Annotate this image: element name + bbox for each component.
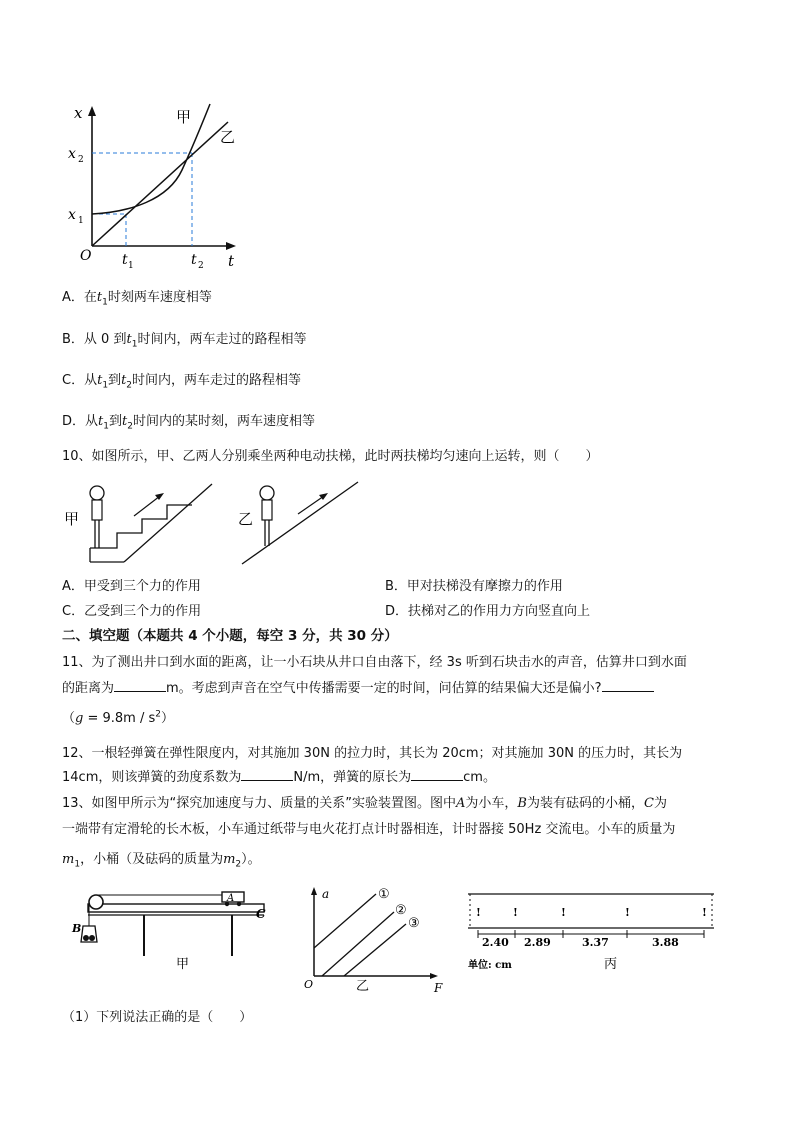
fig-jia-label: 甲 [176, 957, 190, 972]
person-jia-head [90, 486, 104, 500]
q9d-sub1: 1 [103, 421, 109, 432]
person-yi-head [260, 486, 274, 500]
tape-value-4: 3.88 [652, 936, 679, 949]
t2-sub: 2 [198, 261, 204, 271]
weight-1 [83, 935, 89, 941]
tape-value-2: 2.89 [524, 936, 551, 949]
t1-label: t [122, 252, 128, 268]
q12-blank-1[interactable] [241, 768, 293, 781]
person-jia-label: 甲 [64, 510, 80, 528]
q12-line1: 12、一根轻弹簧在弹性限度内，对其施加 30N 的拉力时，其长为 20cm；对其施加 30N 的压力时，其长为 [62, 746, 683, 761]
dot-4: ! [625, 906, 630, 919]
tape-value-1: 2.40 [482, 936, 509, 949]
q13-m2: m [223, 852, 236, 867]
line-2-label: ② [395, 903, 407, 918]
t2-label: t [191, 252, 197, 268]
q9-option-a [62, 286, 212, 308]
q13-line1c: 为装有砝码的小桶， [526, 796, 644, 811]
line-yi-label: 乙 [220, 128, 236, 146]
x2-sub: 2 [78, 155, 84, 165]
axis-t-label: t [228, 252, 235, 270]
origin-label: O [80, 248, 92, 264]
escalator-figure [62, 478, 362, 570]
escalator-jia-steps [90, 505, 192, 548]
t-axis-arrow [226, 242, 236, 250]
section-2-heading: 二、填空题（本题共 4 个小题，每空 3 分，共 30 分） [62, 628, 398, 644]
q12-blank-2[interactable] [411, 768, 463, 781]
q13-line3b: ）。 [241, 852, 261, 867]
line-3 [344, 924, 406, 976]
q13-line1d: 为 [653, 796, 667, 811]
x1-sub: 1 [78, 216, 84, 226]
curve-jia-label: 甲 [176, 108, 192, 126]
x-axis-arrow [88, 106, 96, 116]
q9c-sub1: 1 [102, 380, 109, 391]
q11-line2a: 的距离为 [62, 681, 115, 696]
q10-stem: 10、如图所示，甲、乙两人分别乘坐两种电动扶梯，此时两扶梯均匀速向上运转，则（ ） [62, 449, 599, 464]
dot-1: ! [476, 906, 481, 919]
fig-yi-label: 乙 [356, 979, 370, 994]
q12-line2c: cm。 [463, 770, 496, 785]
person-yi-torso [262, 500, 272, 520]
q13-B: B [517, 796, 527, 811]
apparatus-figure [72, 884, 282, 994]
q9b-t: t [126, 332, 132, 347]
person-jia-torso [92, 500, 102, 520]
q9c-mid: 到 [108, 373, 122, 388]
arrow-yi [298, 496, 324, 514]
q11-g-val: = 9.8m / s [83, 711, 156, 726]
q9d-t1: t [98, 414, 104, 429]
x2-label: x [68, 146, 76, 162]
bucket [81, 926, 97, 942]
a-axis-arrow [311, 887, 317, 895]
fig-bing-label: 丙 [604, 957, 618, 972]
axis-a-label: a [322, 887, 330, 901]
q9b-sub: 1 [131, 339, 138, 350]
aF-graph [300, 884, 450, 996]
dot-2: ! [513, 906, 518, 919]
q9c-post: 时间内，两车走过的路程相等 [132, 373, 302, 388]
dot-3: ! [561, 906, 566, 919]
q11-blank-2[interactable] [602, 679, 654, 692]
q9a-post: 时刻两车速度相等 [107, 290, 212, 305]
q11-g-exp: 2 [155, 709, 161, 720]
q11-g-close: ） [161, 711, 175, 726]
label-A: A [227, 893, 235, 904]
q9c-sub2: 2 [126, 380, 133, 391]
q11-g-open: （ [62, 711, 76, 726]
q9c-t2: t [121, 373, 127, 388]
q11-g: g [75, 711, 84, 726]
tape-value-3: 3.37 [582, 936, 609, 949]
arrow-jia [134, 496, 160, 516]
pulley [89, 895, 103, 909]
q10-option-c: C．乙受到三个力的作用 [62, 604, 202, 619]
q9b-post: 时间内，两车走过的路程相等 [137, 332, 307, 347]
line-1 [314, 894, 376, 948]
q12-line2a: 14cm，则该弹簧的劲度系数为 [62, 770, 242, 785]
q13-line2: 一端带有定滑轮的长木板，小车通过纸带与电火花打点计时器相连，计时器接 50Hz 交流电。小车的质量为 [62, 822, 676, 837]
tape-figure [464, 884, 724, 984]
q9-option-c [62, 369, 301, 391]
q9c-pre: C．从 [62, 373, 98, 388]
label-B: B [72, 922, 82, 935]
xt-graph [70, 100, 245, 275]
q13-line1b: 为小车， [465, 796, 518, 811]
q9a-t: t [96, 290, 103, 305]
line-1-label: ① [378, 887, 390, 902]
q9a-pre: A．在 [62, 290, 97, 305]
q12-line2b: N/m，弹簧的原长为 [293, 770, 412, 785]
tape-dots [476, 906, 707, 919]
q12-line2 [62, 766, 496, 785]
q13-C: C [644, 796, 654, 811]
escalator-yi-incline [242, 482, 358, 564]
q11-line2b: m。考虑到声音在空气中传播需要一定的时间，问估算的结果偏大还是偏小? [166, 681, 602, 696]
q9-option-b [62, 328, 306, 350]
q9a-sub: 1 [102, 297, 108, 308]
escalator-jia-incline [124, 484, 212, 562]
q13-A: A [456, 796, 466, 811]
line-3-label: ③ [408, 916, 420, 931]
q13-m2-sub: 2 [235, 859, 242, 870]
weight-2 [89, 935, 95, 941]
label-C: C [256, 907, 266, 921]
aF-origin: O [304, 978, 314, 991]
line-2 [322, 912, 394, 976]
q9d-t2: t [122, 414, 128, 429]
axis-F-label: F [434, 981, 443, 995]
q13-sub1: （1）下列说法正确的是（ ） [62, 1010, 253, 1025]
q11-blank-1[interactable] [114, 679, 166, 692]
axis-x-label: x [74, 104, 83, 122]
q9d-sub2: 2 [127, 421, 133, 432]
t1-sub: 1 [128, 261, 134, 271]
line-yi [92, 122, 228, 246]
q11-g-value [62, 707, 174, 726]
F-axis-arrow [430, 973, 438, 979]
q9d-pre: D．从 [62, 414, 99, 429]
person-yi-label: 乙 [238, 510, 254, 528]
q13-line3 [62, 848, 261, 870]
q11-line1: 11、为了测出井口到水面的距离，让一小石块从井口自由落下，经 3s 听到石块击水的声音，估算井口到水面 [62, 655, 687, 670]
q10-option-b: B．甲对扶梯没有摩擦力的作用 [385, 579, 563, 594]
q10-option-a: A．甲受到三个力的作用 [62, 579, 201, 594]
q13-m1-sub: 1 [74, 859, 81, 870]
q13-line3a: ，小桶（及砝码的质量为 [80, 852, 224, 867]
x1-label: x [68, 207, 76, 223]
cart-wheel-2 [237, 902, 241, 906]
q13-m1: m [62, 852, 75, 867]
q10-option-d: D．扶梯对乙的作用力方向竖直向上 [385, 604, 591, 619]
q9d-post: 时间内的某时刻，两车速度相等 [132, 414, 315, 429]
q11-line2 [62, 677, 654, 696]
dot-5: ! [702, 906, 707, 919]
q9d-mid: 到 [108, 414, 122, 429]
q13-line1 [62, 792, 667, 811]
q9b-pre: B．从 0 到 [62, 332, 127, 347]
tape-unit: 单位: cm [468, 960, 512, 971]
q13-line1a: 13、如图甲所示为“探究加速度与力、质量的关系”实验装置图。图中 [62, 796, 457, 811]
q9c-t1: t [97, 373, 103, 388]
q9-option-d [62, 410, 315, 432]
